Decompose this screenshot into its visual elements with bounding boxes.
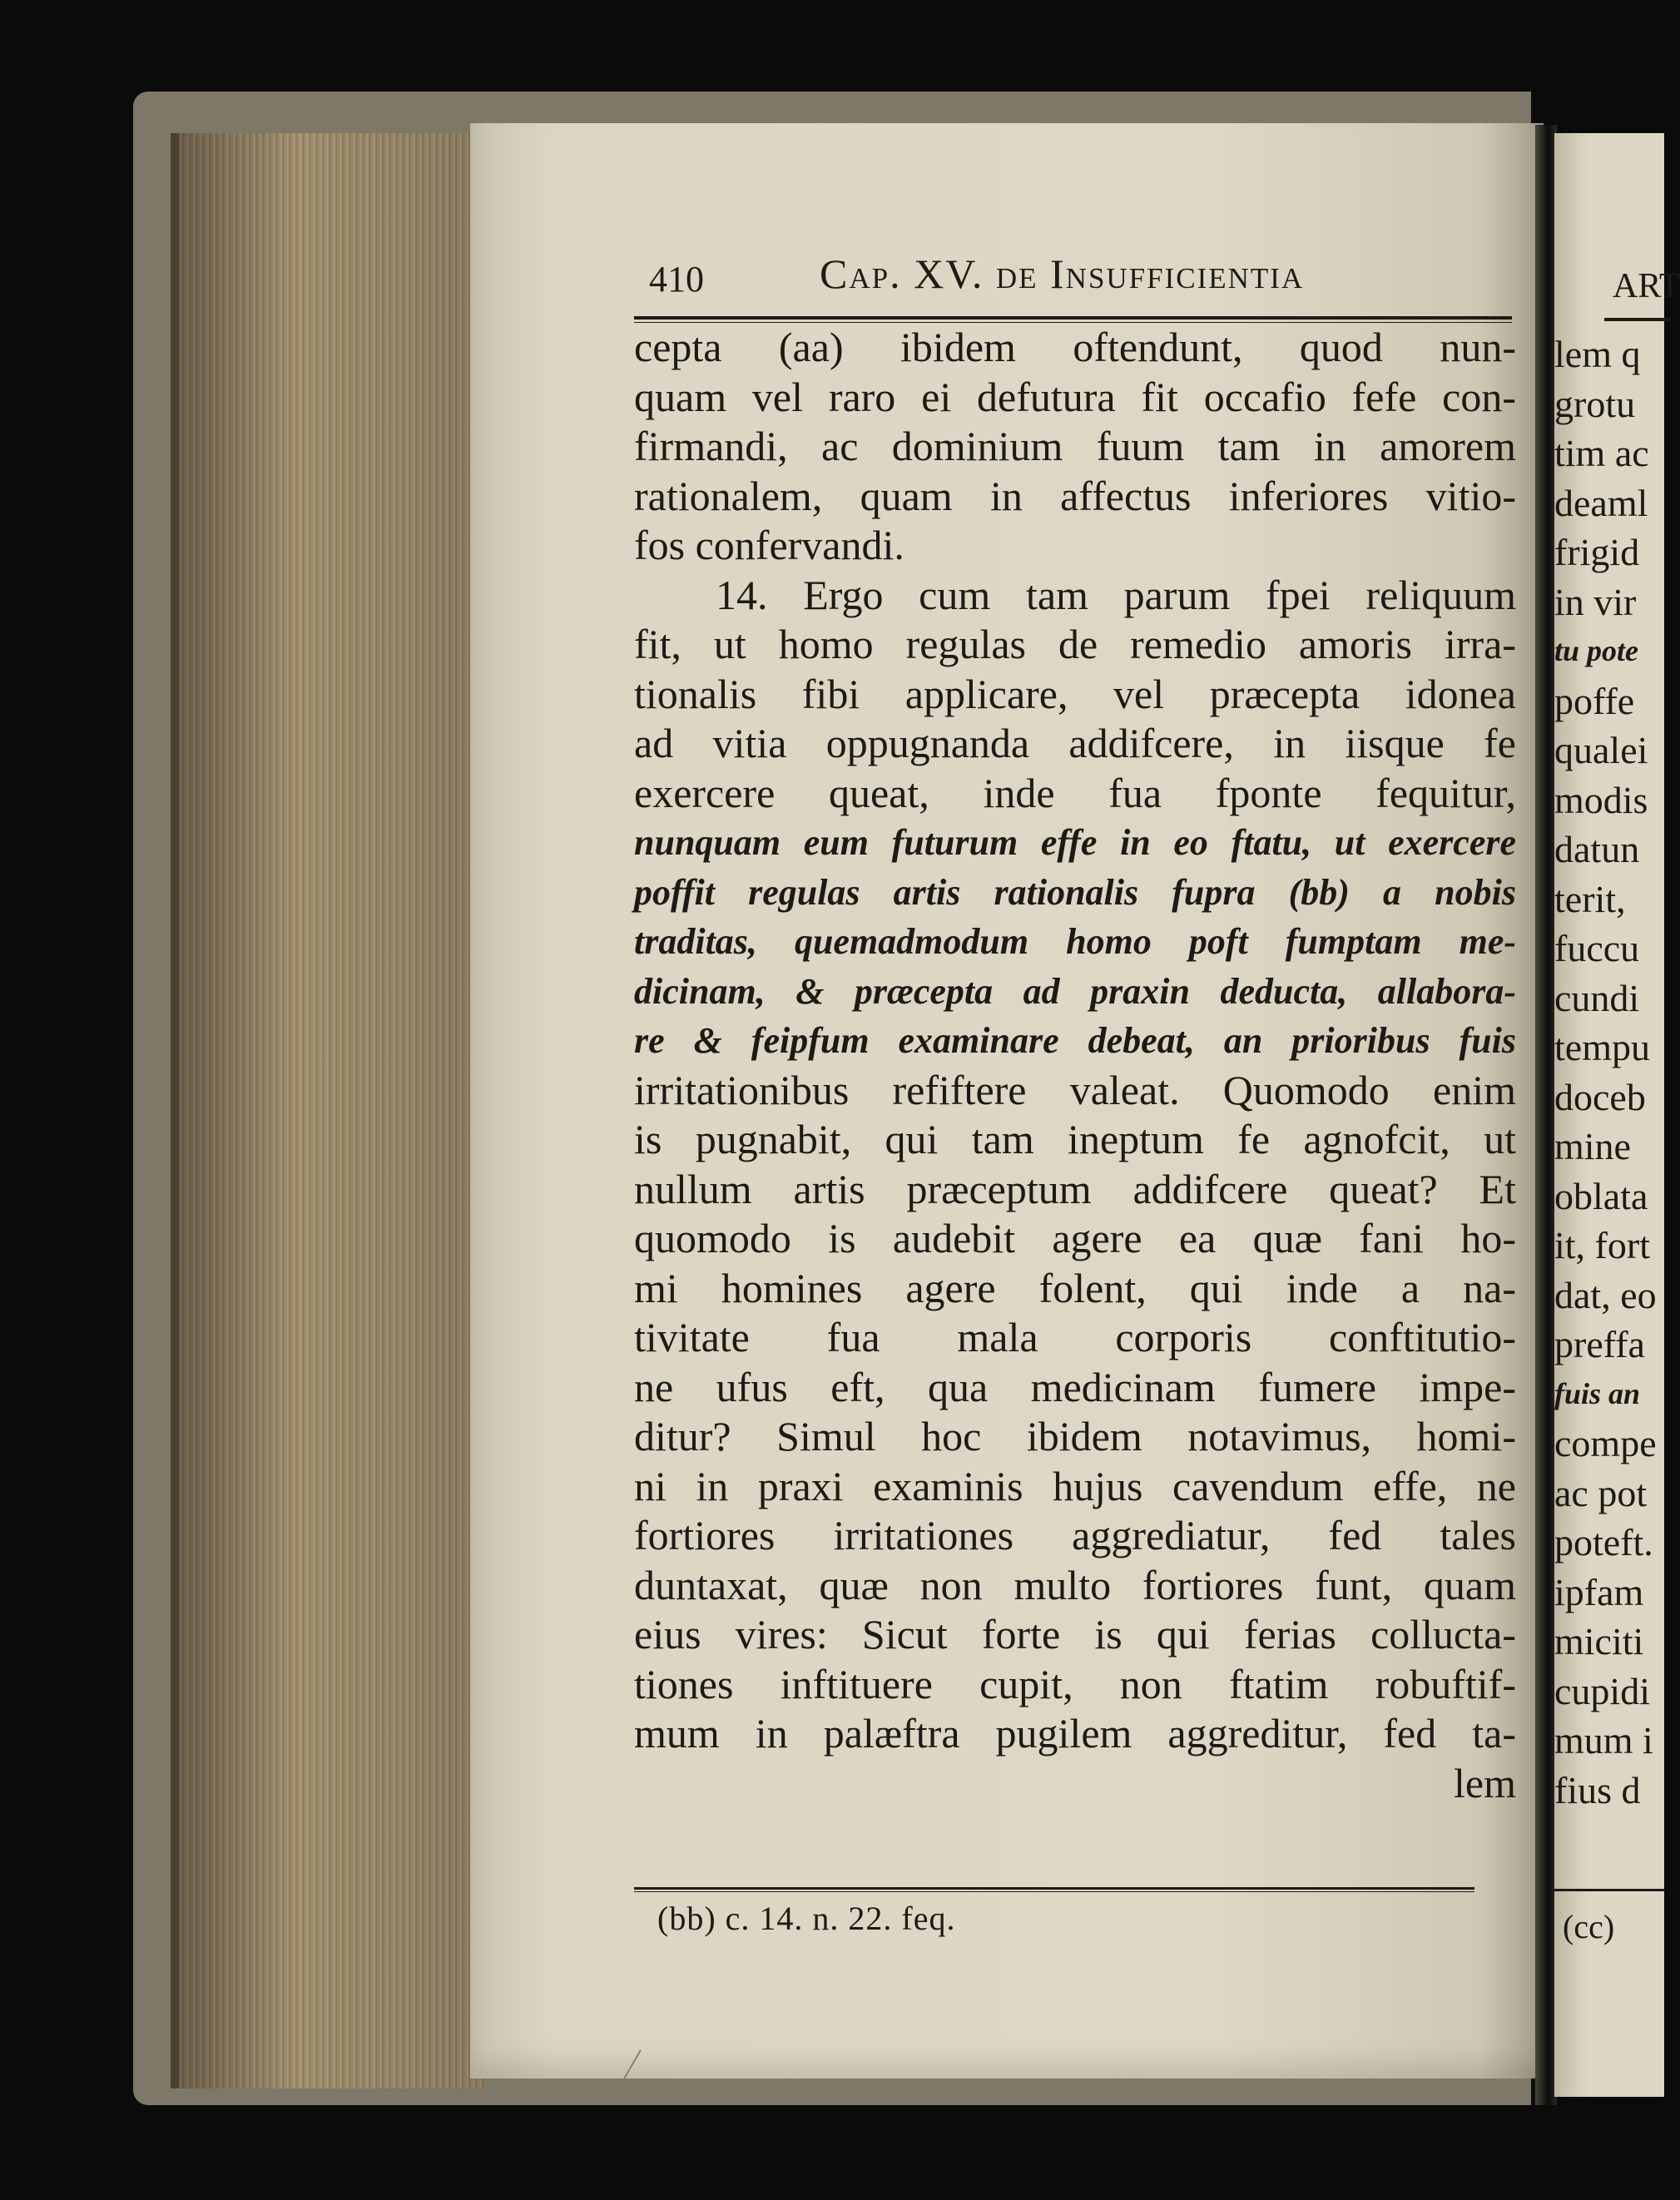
text-line: in vir xyxy=(1554,580,1637,623)
italic-line: fuis an xyxy=(1554,1376,1641,1410)
italic-line: tu pote xyxy=(1554,634,1639,667)
text-line: ac pot xyxy=(1554,1471,1648,1514)
italic-line: nunquam eum futurum effe in eo ftatu, ut exercere xyxy=(634,822,1516,863)
text-line: it, fort xyxy=(1554,1224,1650,1266)
text-line: exercere queat, inde fua fponte fequitur, xyxy=(634,769,1516,816)
text-line: tivitate fua mala corporis conftitutio- xyxy=(634,1314,1516,1360)
chapter-title: Cap. XV. de Insufficientia xyxy=(820,250,1305,297)
running-head xyxy=(649,250,1506,308)
text-line: fos confervandi. xyxy=(634,522,904,568)
text-line: fortiores irritationes aggrediatur, fed tales xyxy=(634,1512,1516,1558)
text-line: ditur? Simul hoc ibidem notavimus, homi- xyxy=(634,1413,1516,1459)
text-line: tiones inftituere cupit, non ftatim robuftif- xyxy=(634,1660,1516,1707)
right-footnote: (cc) xyxy=(1563,1908,1615,1945)
text-line: compe xyxy=(1554,1422,1657,1464)
paragraph-start: 14. Ergo cum tam parum fpei reliquum xyxy=(716,571,1516,618)
text-line: preffa xyxy=(1554,1323,1645,1365)
text-line: dat, eo xyxy=(1554,1273,1657,1316)
page-edges-shadow xyxy=(171,133,487,2089)
text-line: tionalis fibi applicare, vel præcepta idonea xyxy=(634,670,1516,717)
text-line: mum in palæftra pugilem aggreditur, fed ta- xyxy=(634,1710,1516,1757)
text-line: miciti xyxy=(1554,1620,1644,1662)
text-line: doceb xyxy=(1554,1075,1646,1118)
text-line: mi homines agere folent, qui inde a na- xyxy=(634,1264,1516,1311)
body-text xyxy=(634,323,1516,1808)
text-line: ni in praxi examinis hujus cavendum effe, ne xyxy=(634,1462,1516,1509)
text-line: tim ac xyxy=(1554,432,1649,474)
italic-line: poffit regulas artis rationalis fupra (bb) a nobis xyxy=(634,871,1516,913)
footnote-rule xyxy=(634,1887,1474,1892)
page-number: 410 xyxy=(649,259,704,300)
italic-line: dicinam, & præcepta ad praxin deducta, allabora- xyxy=(634,970,1516,1012)
text-line: qualei xyxy=(1554,729,1648,771)
text-line: ad vitia oppugnanda addifcere, in iisque fe xyxy=(634,720,1516,766)
text-line: ne ufus eft, qua medicinam fumere impe- xyxy=(634,1363,1516,1410)
text-line: tempu xyxy=(1554,1026,1650,1068)
right-footnote-rule xyxy=(1554,1889,1664,1891)
text-line: fius d xyxy=(1554,1768,1641,1811)
italic-line: traditas, quemadmodum homo poft fumptam me- xyxy=(634,921,1516,962)
text-line: frigid xyxy=(1554,531,1640,573)
text-line: firmandi, ac dominium fuum tam in amorem xyxy=(634,423,1516,469)
text-line: quomodo is audebit agere ea quæ fani ho- xyxy=(634,1215,1516,1261)
text-line: cundi xyxy=(1554,976,1640,1019)
text-line: cupidi xyxy=(1554,1669,1650,1712)
text-line: duntaxat, quæ non multo fortiores funt, quam xyxy=(634,1561,1516,1608)
text-line: irritationibus refiftere valeat. Quomodo enim xyxy=(634,1066,1516,1113)
text-line: datun xyxy=(1554,828,1640,870)
text-line: mum i xyxy=(1554,1719,1653,1761)
text-line: terit, xyxy=(1554,877,1626,920)
right-header-rule xyxy=(1604,318,1671,321)
text-line: eius vires: Sicut forte is qui ferias colluctа- xyxy=(634,1611,1516,1657)
text-line: mine xyxy=(1554,1125,1631,1167)
text-line: nullum artis præceptum addifcere queat? Et xyxy=(634,1165,1516,1212)
header-rule xyxy=(634,316,1512,323)
text-line: lem q xyxy=(1554,333,1641,375)
text-line: grotu xyxy=(1554,382,1636,425)
italic-line: re & feipfum examinare debeat, an prioribus fuis xyxy=(634,1020,1516,1061)
text-line: fuccu xyxy=(1554,927,1640,969)
text-line: poteft. xyxy=(1554,1521,1653,1563)
text-line: oblata xyxy=(1554,1174,1648,1217)
right-running-head: ART xyxy=(1613,267,1680,305)
text-line: rationalem, quam in affectus inferiores vitio- xyxy=(634,472,1516,519)
footnote: (bb) c. 14. n. 22. feq. xyxy=(657,1900,956,1937)
text-line: modis xyxy=(1554,778,1648,821)
text-line: ipfam xyxy=(1554,1570,1644,1613)
text-line: quam vel raro ei defutura fit occafio fefe con- xyxy=(634,373,1516,420)
catchword: lem xyxy=(1454,1759,1516,1806)
text-line: fit, ut homo regulas de remedio amoris irra- xyxy=(634,621,1516,667)
text-line: poffe xyxy=(1554,679,1635,722)
text-line: is pugnabit, qui tam ineptum fe agnofcit, ut xyxy=(634,1116,1516,1162)
right-page xyxy=(1554,133,1680,2097)
right-body-text xyxy=(1554,330,1664,1815)
text-line: cepta (aa) ibidem oftendunt, quod nun- xyxy=(634,324,1516,370)
text-line: deaml xyxy=(1554,481,1648,524)
